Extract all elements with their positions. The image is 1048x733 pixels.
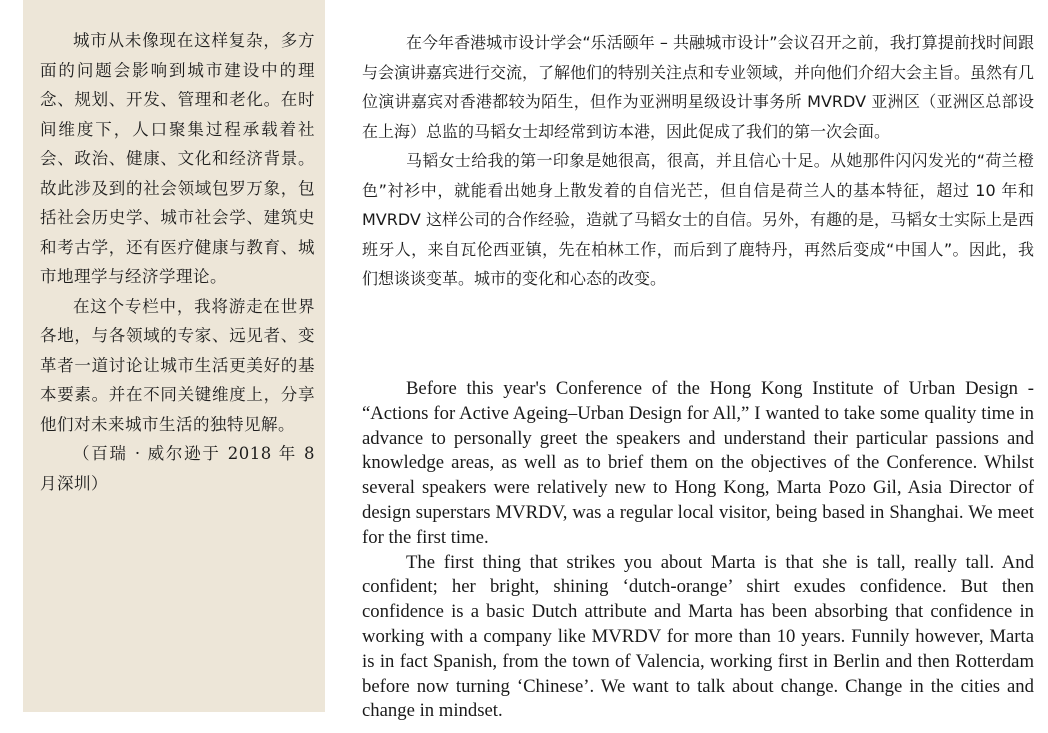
english-article <box>362 377 1034 724</box>
sidebar-paragraph-column: 在这个专栏中，我将游走在世界各地，与各领域的专家、远见者、变革者一道讨论让城市生活更美好的基本要素。并在不同关键维度上，分享他们对未来城市生活的独特见解。 <box>40 296 315 434</box>
english-paragraph-2: The first thing that strikes you about Marta is that she is tall, really tall. And confident; her bright, shining ‘dutch-orange’ shirt exudes confidence. But then confidence is a basic Dutch attribute and Marta has been absorbing that confidence in working with a company like MVRDV for more than 10 years. Funnily however, Marta is in fact Spanish, from the town of Valencia, working first in Berlin and then Rotterdam before now turning ‘Chinese’. We want to talk about change. Change in the cities and change in mindset. <box>362 551 1034 722</box>
sidebar-signature: （百瑞 · 威尔逊于 2018 年 8 月深圳） <box>40 444 315 493</box>
chinese-article <box>362 28 1034 294</box>
chinese-paragraph-2: 马韬女士给我的第一印象是她很高，很高，并且信心十足。从她那件闪闪发光的“荷兰橙色”衬衫中，就能看出她身上散发着的自信光芒，但自信是荷兰人的基本特征，超过 10 年和 MVRDV 这样公司的合作经验，造就了马韬女士的自信。另外，有趣的是，马韬女士实际上是西班牙人，来自瓦伦西亚镇，先在柏林工作，而后到了鹿特丹，再然后变成“中国人”。因此，我们想谈谈变革。城市的变化和心态的改变。 <box>362 151 1034 288</box>
sidebar-column <box>23 0 325 712</box>
sidebar-paragraph-intro: 城市从未像现在这样复杂，多方面的问题会影响到城市建设中的理念、规划、开发、管理和老化。在时间维度下，人口聚集过程承载着社会、政治、健康、文化和经济背景。故此涉及到的社会领域包罗万象，包括社会历史学、城市社会学、建筑史和考古学，还有医疗健康与教育、城市地理学与经济学理论。 <box>40 31 315 286</box>
chinese-paragraph-1: 在今年香港城市设计学会“乐活颐年 – 共融城市设计”会议召开之前，我打算提前找时间跟与会演讲嘉宾进行交流，了解他们的特别关注点和专业领域，并向他们介绍大会主旨。虽然有几位演讲嘉宾对香港都较为陌生，但作为亚洲明星级设计事务所 MVRDV 亚洲区（亚洲区总部设在上海）总监的马韬女士却经常到访本港，因此促成了我们的第一次会面。 <box>362 33 1035 141</box>
english-paragraph-1: Before this year's Conference of the Hong Kong Institute of Urban Design - “Actions for Active Ageing–Urban Design for All,” I wanted to take some quality time in advance to personally greet the speakers and understand their particular passions and knowledge areas, as well as to brief them on the objectives of the Conference. Whilst several speakers were relatively new to Hong Kong, Marta Pozo Gil, Asia Director of design superstars MVRDV, was a regular local visitor, being based in Shanghai. We meet for the first time. <box>362 378 1034 548</box>
